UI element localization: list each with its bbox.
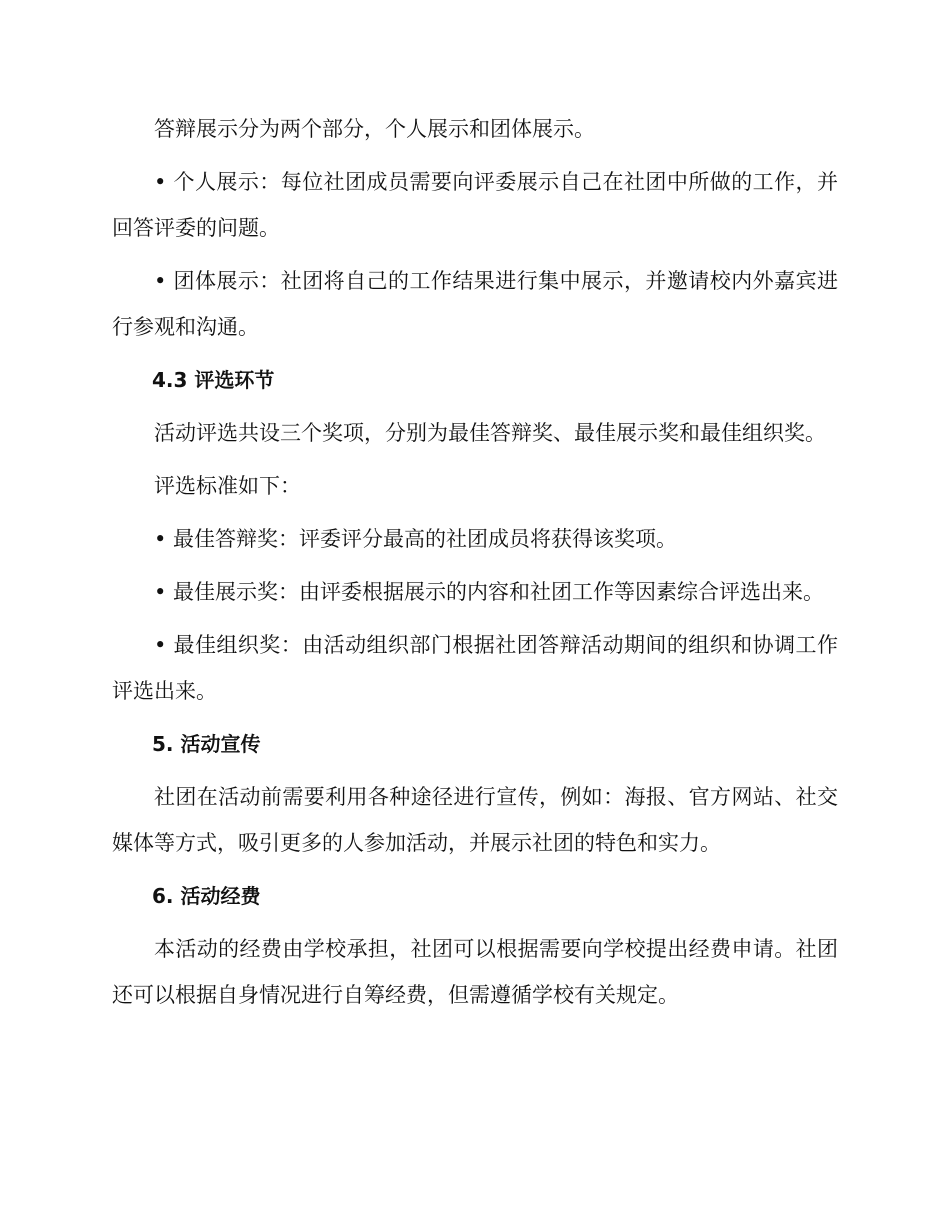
paragraph-criteria-intro: 评选标准如下： [154, 474, 301, 498]
paragraph-funding: 本活动的经费由学校承担，社团可以根据需要向学校提出经费申请。社团还可以根据自身情况进行自筹经费，但需遵循学校有关规定。 [112, 937, 838, 1007]
section-heading-promotion: 5. 活动宣传 [152, 732, 261, 756]
bullet-best-organization-award: • 最佳组织奖：由活动组织部门根据社团答辩活动期间的组织和协调工作评选出来。 [112, 633, 838, 703]
bullet-best-defense-award: • 最佳答辩奖：评委评分最高的社团成员将获得该奖项。 [154, 527, 678, 551]
paragraph-promotion: 社团在活动前需要利用各种途径进行宣传，例如：海报、官方网站、社交媒体等方式，吸引更多的人参加活动，并展示社团的特色和实力。 [112, 785, 838, 855]
bullet-individual-presentation: • 个人展示：每位社团成员需要向评委展示自己在社团中所做的工作，并回答评委的问题。 [112, 170, 838, 240]
paragraph-awards-intro: 活动评选共设三个奖项，分别为最佳答辩奖、最佳展示奖和最佳组织奖。 [154, 421, 826, 445]
bullet-best-presentation-award: • 最佳展示奖：由评委根据展示的内容和社团工作等因素综合评选出来。 [154, 580, 825, 604]
document-body [112, 106, 838, 1025]
section-heading-selection: 4.3 评选环节 [152, 368, 275, 392]
section-heading-funding: 6. 活动经费 [152, 884, 261, 908]
bullet-group-presentation: • 团体展示：社团将自己的工作结果进行集中展示，并邀请校内外嘉宾进行参观和沟通。 [112, 269, 838, 339]
paragraph-defense-intro: 答辩展示分为两个部分，个人展示和团体展示。 [154, 117, 595, 141]
